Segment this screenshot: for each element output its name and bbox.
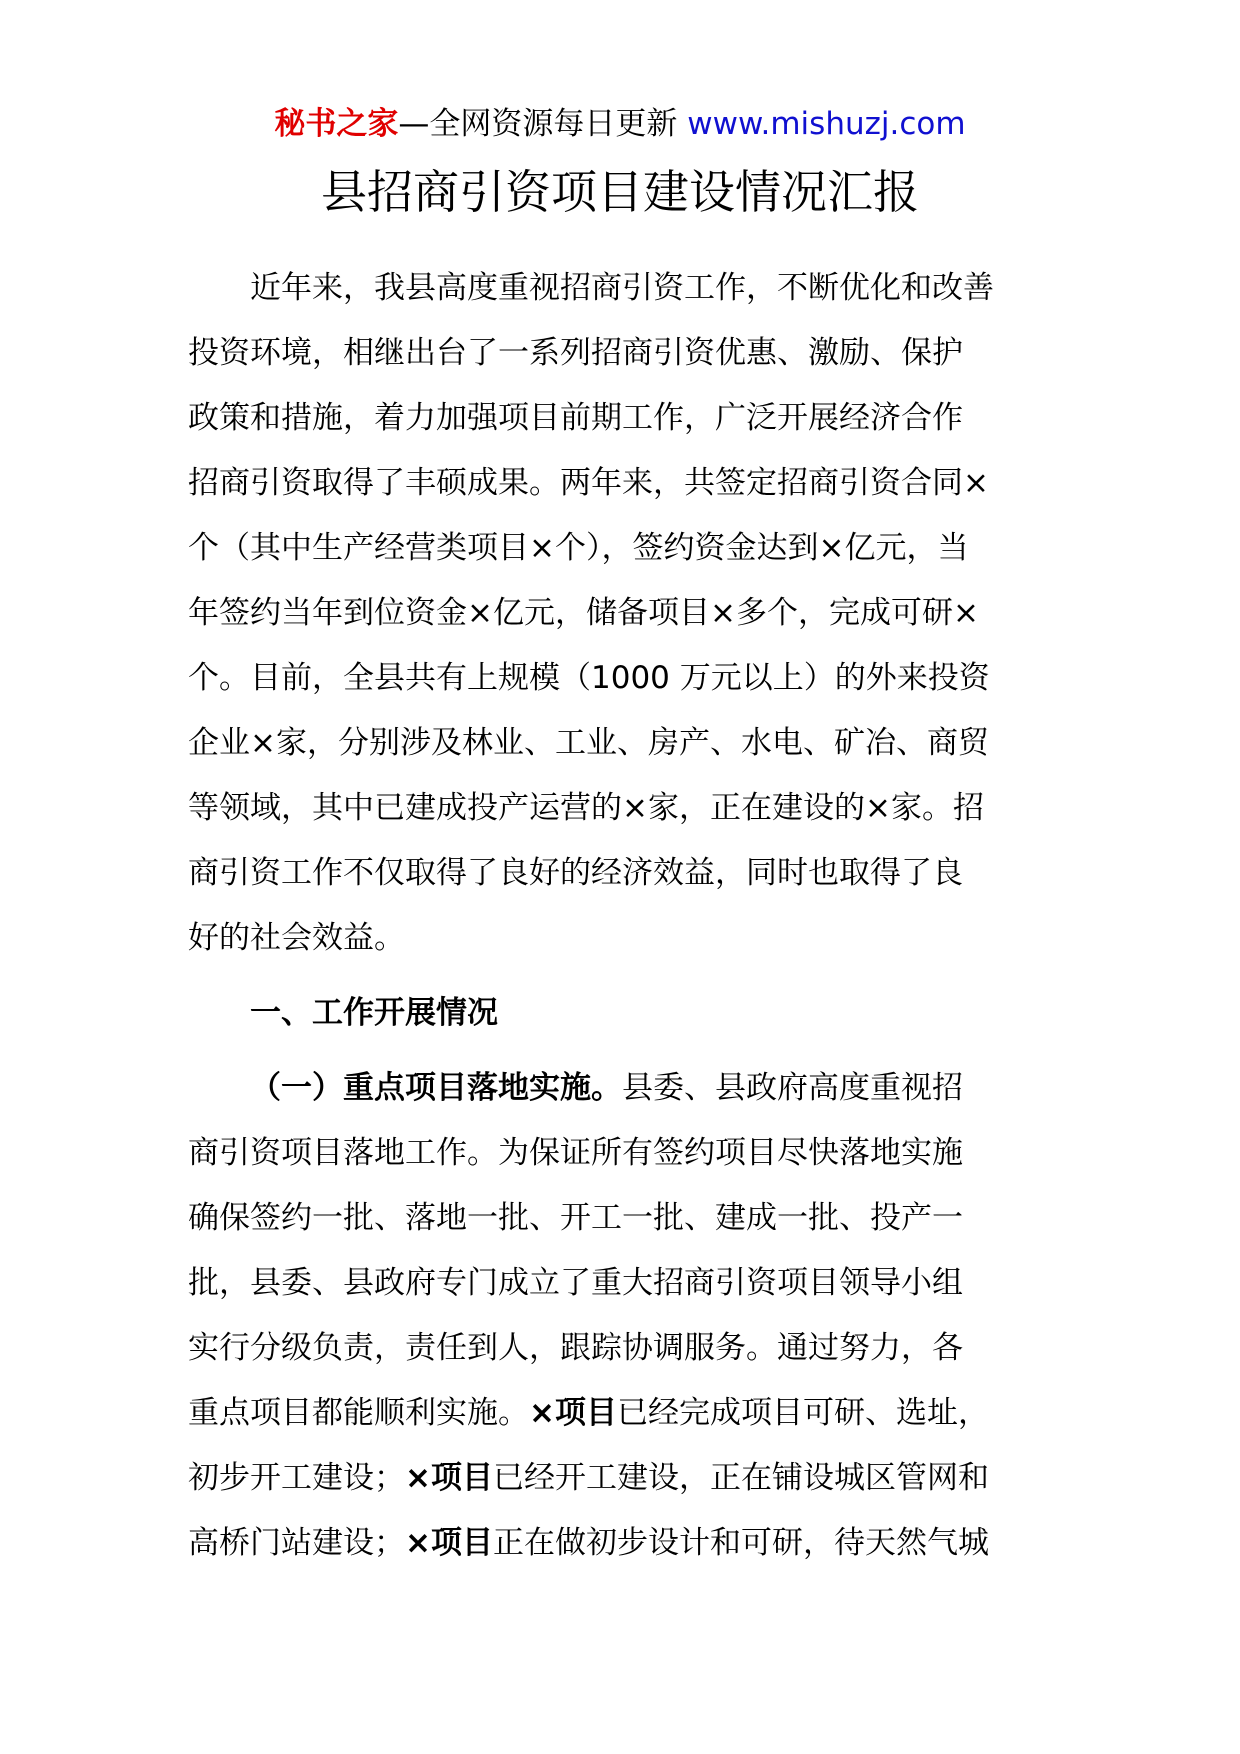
subsection-paragraph-line <box>188 1381 1056 1446</box>
project-label: ×项目 <box>529 1395 617 1431</box>
header-banner <box>0 104 1240 144</box>
intro-paragraph-line: 企业×家，分别涉及林业、工业、房产、水电、矿冶、商贸 <box>188 725 989 761</box>
subsection-first-line <box>188 1056 1056 1121</box>
intro-paragraph-line: 商引资工作不仅取得了良好的经济效益，同时也取得了良 <box>188 855 963 891</box>
intro-paragraph-line: 招商引资取得了丰硕成果。两年来，共签定招商引资合同× <box>188 465 989 501</box>
intro-paragraph-line: 个（其中生产经营类项目×个），签约资金达到×亿元，当 <box>188 530 969 566</box>
subsection-paragraph-line: 批，县委、县政府专门成立了重大招商引资项目领导小组 <box>188 1265 963 1301</box>
line-text: 已经开工建设，正在铺设城区管网和 <box>492 1460 989 1496</box>
line-text: 重点项目都能顺利实施。 <box>188 1395 529 1431</box>
subsection-text: 县委、县政府高度重视招 <box>622 1070 963 1106</box>
line-text: 高桥门站建设； <box>188 1525 405 1561</box>
intro-paragraph-line: 近年来，我县高度重视招商引资工作，不断优化和改善 <box>250 270 994 306</box>
subsection-paragraph-line: 商引资项目落地工作。为保证所有签约项目尽快落地实施 <box>188 1135 963 1171</box>
document-title: 县招商引资项目建设情况汇报 <box>321 165 919 219</box>
line-text: 初步开工建设； <box>188 1460 405 1496</box>
banner-tagline: —全网资源每日更新 <box>398 106 678 142</box>
subsection-paragraph-line <box>188 1446 1056 1511</box>
line-text: 正在做初步设计和可研，待天然气城 <box>492 1525 989 1561</box>
intro-paragraph-line: 个。目前，全县共有上规模（1000 万元以上）的外来投资 <box>188 660 990 696</box>
subsection-paragraph-line <box>188 1511 1056 1576</box>
intro-paragraph-line: 政策和措施，着力加强项目前期工作，广泛开展经济合作 <box>188 400 963 436</box>
subsection-paragraph-line: 实行分级负责，责任到人，跟踪协调服务。通过努力，各 <box>188 1330 963 1366</box>
subsection-heading: （一）重点项目落地实施。 <box>250 1070 622 1106</box>
intro-paragraph-line: 年签约当年到位资金×亿元，储备项目×多个，完成可研× <box>188 595 979 631</box>
project-label: ×项目 <box>405 1525 493 1561</box>
intro-paragraph-line: 投资环境，相继出台了一系列招商引资优惠、激励、保护 <box>188 335 963 371</box>
section-heading: 一、工作开展情况 <box>250 995 498 1031</box>
project-label: ×项目 <box>405 1460 493 1496</box>
line-text: 已经完成项目可研、选址， <box>616 1395 989 1431</box>
intro-paragraph-line: 等领域，其中已建成投产运营的×家，正在建设的×家。招 <box>188 790 984 826</box>
document-body <box>188 256 1056 1576</box>
website-link[interactable]: www.mishuzj.com <box>687 106 966 142</box>
intro-paragraph-line: 好的社会效益。 <box>188 920 405 956</box>
subsection-paragraph-line: 确保签约一批、落地一批、开工一批、建成一批、投产一 <box>188 1200 963 1236</box>
brand-name: 秘书之家 <box>274 106 399 142</box>
